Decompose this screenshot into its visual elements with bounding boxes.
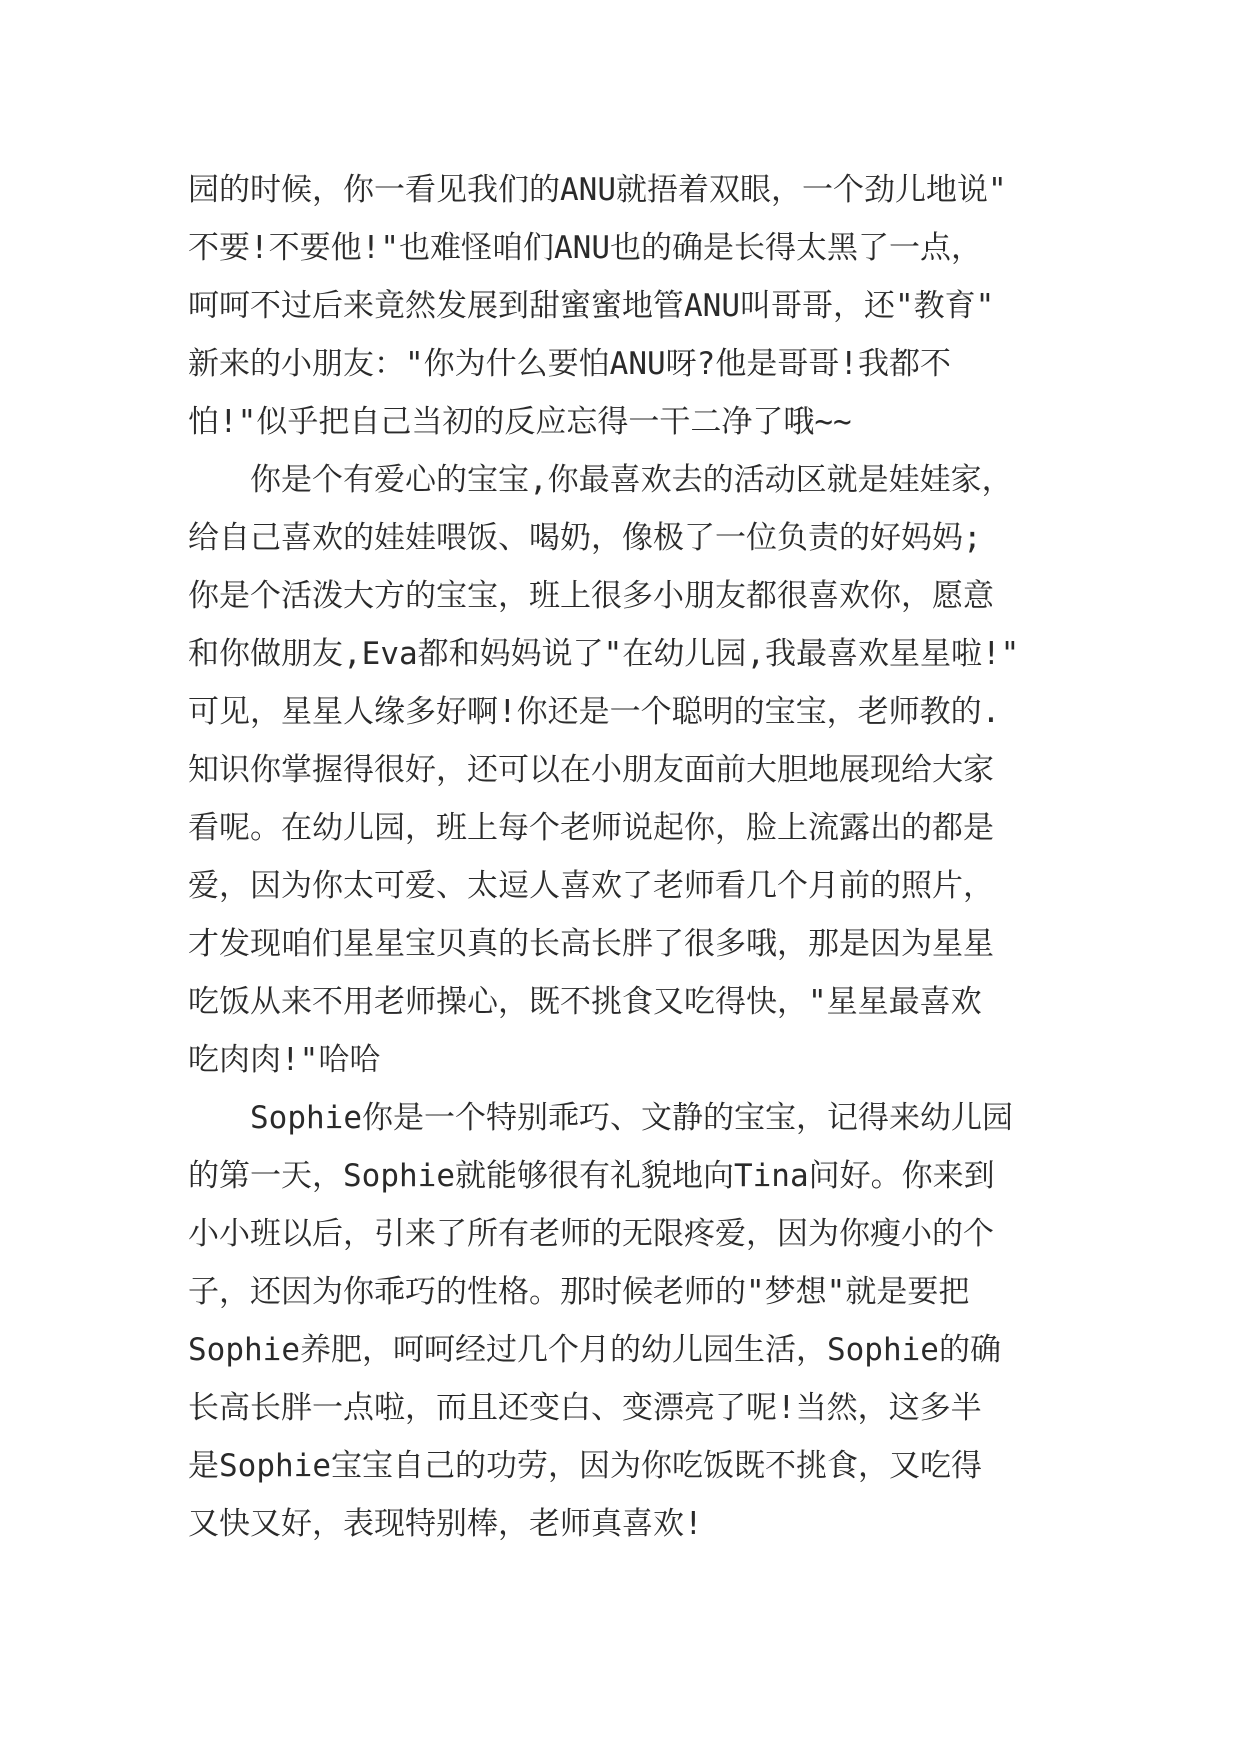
text-line: 吃肉肉!"哈哈: [188, 1042, 381, 1078]
text-line: 给自己喜欢的娃娃喂饭、喝奶，像极了一位负责的好妈妈;: [188, 520, 982, 556]
text-line: 新来的小朋友："你为什么要怕ANU呀?他是哥哥!我都不: [188, 346, 951, 382]
text-line: 才发现咱们星星宝贝真的长高长胖了很多哦，那是因为星星: [188, 926, 994, 962]
text-line: 爱，因为你太可爱、太逗人喜欢了老师看几个月前的照片，: [188, 868, 994, 904]
text-line: 小小班以后，引来了所有老师的无限疼爱，因为你瘦小的个: [188, 1216, 994, 1252]
document-body: [188, 161, 1068, 1553]
text-line: 的第一天，Sophie就能够很有礼貌地向Tina问好。你来到: [188, 1158, 995, 1194]
text-line: 看呢。在幼儿园，班上每个老师说起你，脸上流露出的都是: [188, 810, 994, 846]
paragraph-1: [188, 161, 1068, 451]
text-line: 又快又好，表现特别棒，老师真喜欢!: [188, 1506, 703, 1542]
text-line: 你是个有爱心的宝宝,你最喜欢去的活动区就是娃娃家，: [188, 462, 1013, 498]
text-line: 是Sophie宝宝自己的功劳，因为你吃饭既不挑食，又吃得: [188, 1448, 982, 1484]
paragraph-3: [188, 1089, 1068, 1553]
text-line: Sophie养肥，呵呵经过几个月的幼儿园生活，Sophie的确: [188, 1332, 1001, 1368]
text-line: Sophie你是一个特别乖巧、文静的宝宝，记得来幼儿园: [188, 1100, 1013, 1136]
text-line: 子，还因为你乖巧的性格。那时候老师的"梦想"就是要把: [188, 1274, 970, 1310]
text-line: 和你做朋友,Eva都和妈妈说了"在幼儿园,我最喜欢星星啦!": [188, 636, 1020, 672]
text-line: 园的时候，你一看见我们的ANU就捂着双眼，一个劲儿地说": [188, 172, 1007, 208]
text-line: 呵呵不过后来竟然发展到甜蜜蜜地管ANU叫哥哥，还"教育": [188, 288, 995, 324]
text-line: 吃饭从来不用老师操心，既不挑食又吃得快，"星星最喜欢: [188, 984, 982, 1020]
text-line: 知识你掌握得很好，还可以在小朋友面前大胆地展现给大家: [188, 752, 994, 788]
text-line: 长高长胖一点啦，而且还变白、变漂亮了呢!当然，这多半: [188, 1390, 982, 1426]
text-line: 怕!"似乎把自己当初的反应忘得一干二净了哦~~: [188, 404, 852, 440]
text-line: 你是个活泼大方的宝宝，班上很多小朋友都很喜欢你，愿意: [188, 578, 994, 614]
paragraph-2: [188, 451, 1068, 1089]
text-line: 不要!不要他!"也难怪咱们ANU也的确是长得太黑了一点，: [188, 230, 982, 266]
text-line: 可见，星星人缘多好啊!你还是一个聪明的宝宝，老师教的.: [188, 694, 1001, 730]
